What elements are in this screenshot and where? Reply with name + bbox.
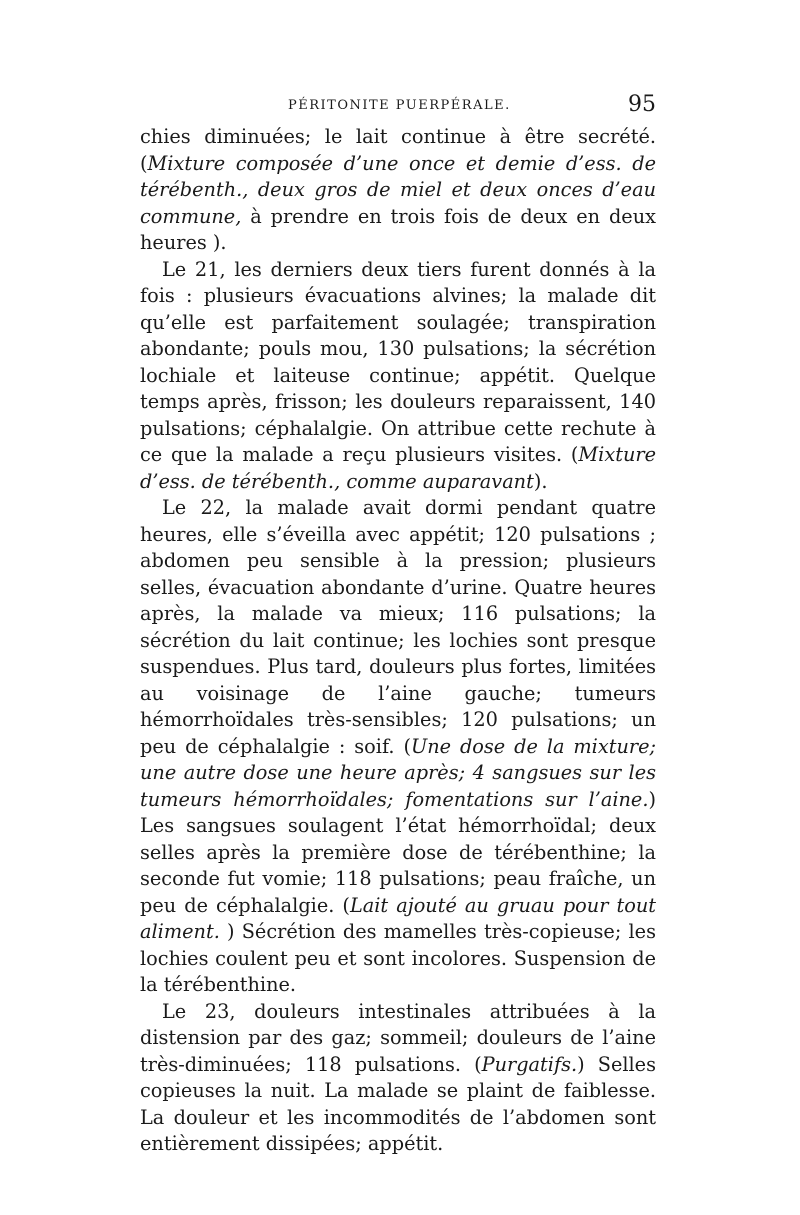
- paragraph: [140, 495, 656, 999]
- text-segment: ) Les sangsues soulagent l’état hémorrhoïdal; deux selles après la première dose de térébenthine; la seconde fut vomie; 118 pulsations; peau fraîche, un peu de céphalalgie. (: [140, 787, 656, 917]
- paragraph: [140, 124, 656, 257]
- text-segment: Le 23, douleurs intestinales attribuées à la distension par des gaz; sommeil; douleurs de l’aine très-diminuées; 118 pulsations. (: [140, 999, 656, 1076]
- running-title: PÉRITONITE PUERPÉRALE.: [288, 98, 511, 113]
- text-segment: à prendre en trois fois de deux en deux heures ).: [140, 204, 656, 254]
- paragraph: [140, 999, 656, 1158]
- text-segment: Le 21, les derniers deux tiers furent donnés à la fois : plusieurs évacuations alvines; la malade dit qu’elle est parfaitement soulagée; transpiration abondante; pouls mou, 130 pulsations; la sécrétion lochiale et laiteuse continue; appétit. Quelque temps après, frisson; les douleurs reparaissent, 140 pulsations; céphalalgie. On attribue cette rechute à ce que la malade a reçu plusieurs visites. (: [140, 257, 656, 466]
- text-segment: ).: [533, 469, 548, 493]
- text-segment: ) Sécrétion des mamelles très-copieuse; les lochies coulent peu et sont incolores. Suspension de la térébenthine.: [140, 920, 656, 996]
- prescription-text: Mixture composée d’une once et demie d’ess. de térébenth., deux gros de miel et deux onces d’eau commune,: [140, 151, 656, 228]
- prescription-text: Une dose de la mixture; une autre dose une heure après; 4 sangsues sur les tumeurs hémorrhoïdales; fomentations sur l’aine.: [140, 734, 656, 811]
- text-segment: Le 22, la malade avait dormi pendant quatre heures, elle s’éveilla avec appétit; 120 pulsations ; abdomen peu sensible à la pression; plusieurs selles, évacuation abondante d’urine. Quatre heures après, la malade va mieux; 116 pulsations; la sécrétion du lait continue; les lochies sont presque suspendues. Plus tard, douleurs plus fortes, limitées au voisinage de l’aine gauche; tumeurs hémorrhoïdales très-sensibles; 120 pulsations; un peu de céphalalgie : soif. (: [140, 496, 656, 758]
- text-segment: ) Selles copieuses la nuit. La malade se plaint de faiblesse. La douleur et les incommodités de l’abdomen sont entièrement dissipées; appétit.: [140, 1052, 656, 1155]
- page-number: 95: [628, 92, 656, 117]
- paragraph: [140, 257, 656, 496]
- prescription-text: Mixture d’ess. de térébenth., comme auparavant: [140, 443, 656, 493]
- body-text: [140, 124, 656, 1158]
- page-header: [140, 92, 660, 122]
- prescription-text: Lait ajouté au gruau pour tout aliment.: [140, 893, 656, 943]
- text-segment: chies diminuées; le lait continue à être secrété. (: [140, 125, 656, 175]
- prescription-text: Purgatifs.: [481, 1052, 578, 1076]
